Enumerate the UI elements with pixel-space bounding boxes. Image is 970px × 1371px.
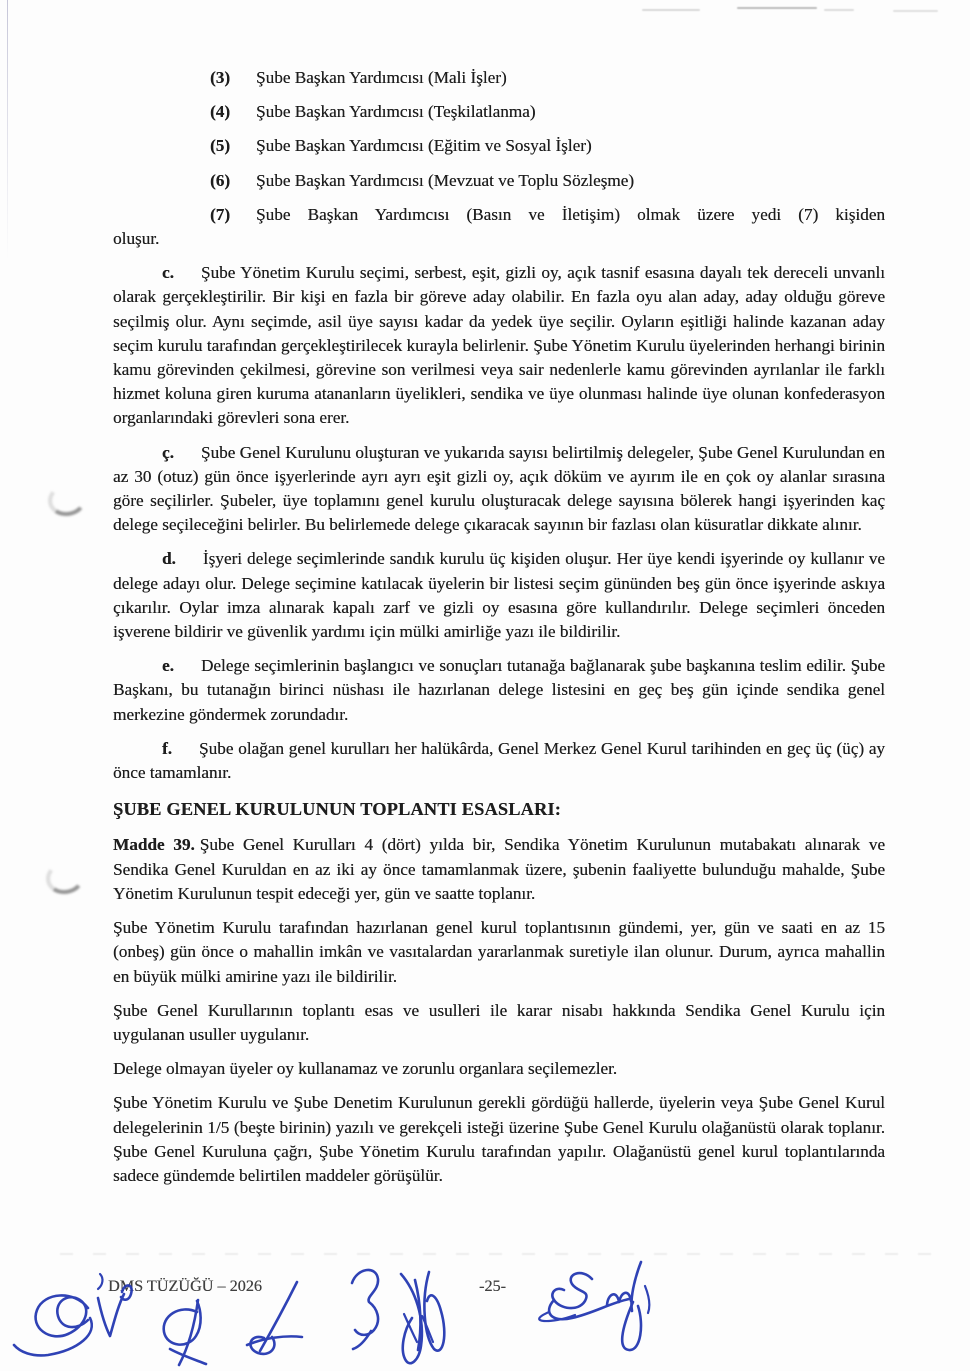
scan-artifact: [824, 9, 854, 11]
signature-6: [539, 1273, 629, 1321]
madde-text: Şube Genel Kurulları 4 (dört) yılda bir, Sendika Yönetim Kurulunun mutabakatı alınarak ve Sendika Genel Kuruldan en az iki ay önce tamamlanmak üzere, şubenin faaliyette bulunduğu mahalde, Şube Yönetim Kurulunun tespit edeceği yer, gün ve saatte toplanır.: [113, 835, 886, 903]
list-item-number: (3): [210, 68, 231, 87]
madde-label: Madde 39.: [113, 835, 195, 855]
signature-5: [401, 1272, 444, 1363]
paragraph-e: [113, 654, 885, 727]
list-item-text: Şube Başkan Yardımcısı (Mevzuat ve Toplu Sözleşme): [256, 170, 635, 190]
paragraph-text: Delege seçimlerinin başlangıcı ve sonuçları tutanağa bağlanarak şube başkanına teslim edilir. Şube Başkanı, bu tutanağın birinci nüshası ile hazırlanan delege listesini en geç beş gün içinde sendika genel merkezine göndermek zorundadır.: [113, 656, 885, 724]
list-item-text: Şube Başkan Yardımcısı (Teşkilatlanma): [256, 102, 536, 122]
list-item-number: (5): [210, 136, 231, 156]
scan-artifact: [60, 1253, 938, 1255]
paragraph-c-cedilla: [113, 441, 885, 538]
list-item-text: Şube Başkan Yardımcısı (Mali İşler): [256, 68, 507, 87]
paragraph-label: d.: [162, 549, 176, 569]
binder-hole-shadow: [44, 860, 86, 897]
paragraph-f: [113, 737, 885, 785]
scan-artifact: [737, 7, 817, 9]
signature-2: [164, 1300, 206, 1365]
body-paragraph-3: Delege olmayan üyeler oy kullanamaz ve zorunlu organlara seçilemezler.: [113, 1059, 618, 1079]
list-item-3: [210, 66, 885, 90]
scan-artifact: [893, 10, 938, 12]
body-paragraph-2: Şube Genel Kurullarının toplantı esas ve usulleri ile karar nisabı hakkında Sendika Genel Kurulu için uygulanan usuller uygulanır.: [113, 1000, 885, 1044]
document-body: [113, 66, 885, 1198]
body-paragraph-1: Şube Yönetim Kurulu tarafından hazırlanan genel kurul toplantısının gündemi, yer, gün ve saati en az 15 (onbeş) gün önce o mahallin imkân ve vasıtalardan yararlanmak suretiyle ilan olunur. Durum, ayrıca mahallin en büyük mülki amirine yazı ile bildirilir.: [113, 918, 885, 986]
signature-7: [607, 1262, 649, 1350]
body-paragraph-4: Şube Yönetim Kurulu ve Şube Denetim Kurulunun gerekli gördüğü hallerde, üyelerin veya Şube Genel Kurul delegelerinin 1/5 (beşte birinin) yazılı ve gerekçeli isteği üzerine Şube Genel Kurulu olağanüstü olarak toplanır. Şube Genel Kuruluna çağrı, Şube Yönetim Kurulu tarafından yapılır. Olağanüstü genel kurul toplantılarında sadece gündemde belirtilen maddeler görüşülür.: [113, 1093, 885, 1185]
list-item-6: [210, 169, 885, 193]
list-item-7: [113, 203, 885, 227]
footer-doc-title: DMS TÜZÜĞÜ – 2026: [108, 1277, 262, 1295]
page-edge-shadow: [7, 0, 8, 260]
paragraph-label: f.: [162, 738, 173, 758]
page-number: -25-: [479, 1277, 506, 1295]
paragraph-text: Şube Yönetim Kurulu seçimi, serbest, eşit, gizli oy, açık tasnif esasına dayalı tek dereceli unvanlı olarak gerçekleştirilir. Bir kişi en fazla bir göreve aday olabilir. En fazla oyu alan aday, aday olduğu göreve seçilmiş olur. Aynı seçimde, asil üye sayısı kadar da yedek üye seçilir. Oyların eşitliği halinde kazanan aday seçim kurulu tarafından gerçekleştirilecek kurayla belirlenir. Şube Yönetim Kurulu üyelerinden herhangi birinin kamu görevinden çekilmesi, görevine son verilmesi veya sair nedenlerle kamu görevinden ayrılanlar ile farklı hizmet koluna giren kuruma atananların üyelikleri, sendika ve üye olunması halinde üye olunan konfederasyon organlarındaki görevleri sona erer.: [113, 263, 885, 428]
list-item-7-continuation: oluşur.: [113, 229, 160, 249]
paragraph-text: Şube olağan genel kurulları her halükârda, Genel Merkez Genel Kurul tarihinden en geç üç (üç) ay önce tamamlanır.: [113, 738, 885, 783]
list-item-5: [210, 134, 885, 158]
paragraph-c: [113, 261, 885, 430]
signature-4: [352, 1270, 378, 1349]
list-item-number: (7): [210, 204, 231, 224]
paragraph-d: [113, 547, 885, 644]
list-item-text: Şube Başkan Yardımcısı (Eğitim ve Sosyal İşler): [256, 136, 592, 156]
paragraph-text: Şube Genel Kurulunu oluşturan ve yukarıda sayısı belirtilmiş delegeler, Şube Genel Kurulundan en az 30 (otuz) gün önce işyerlerinde ayrı ayrı eşit gizli oy, açık döküm ve ayırım ile en çok oy alanlar sırasına göre seçilirler. Şubeler, üye toplamını genel kurulu oluşturacak delege sayısına bölerek hangi işyerinden kaç delege seçileceğini belirler. Bu belirlemede delege çıkaracak sayının bir fazlası olan küsuratlar dikkate alınır.: [113, 442, 885, 535]
madde-39-paragraph: [113, 833, 885, 906]
list-item-number: (6): [210, 170, 231, 190]
paragraph-label: e.: [162, 656, 174, 676]
list-item-4: [210, 100, 885, 124]
paragraph-text: İşyeri delege seçimlerinde sandık kurulu üç kişiden oluşur. Her üye kendi işyerinde oy kullanır ve delege adayı olur. Delege seçimine katılacak üyelerin bir listesi seçim gününden beş gün önce işyerinde askıya çıkarılır. Oylar imza alınarak kapalı zarf ve gizli oy esasına göre kullandırılır. Delege seçimleri önceden işverene bildirir ve güvenlik yardımı için mülki amirliğe yazı ile bildirilir.: [113, 549, 885, 642]
scan-artifact: [642, 9, 700, 11]
list-item-number: (4): [210, 102, 231, 122]
binder-hole-shadow: [46, 482, 88, 519]
list-item-text: Şube Başkan Yardımcısı (Basın ve İletişim) olmak üzere yedi (7) kişiden: [256, 204, 885, 224]
signatures-row: [0, 1252, 970, 1371]
section-heading: ŞUBE GENEL KURULUNUN TOPLANTI ESASLARI:: [113, 799, 562, 820]
paragraph-label: c.: [162, 263, 174, 283]
paragraph-label: ç.: [162, 442, 174, 462]
